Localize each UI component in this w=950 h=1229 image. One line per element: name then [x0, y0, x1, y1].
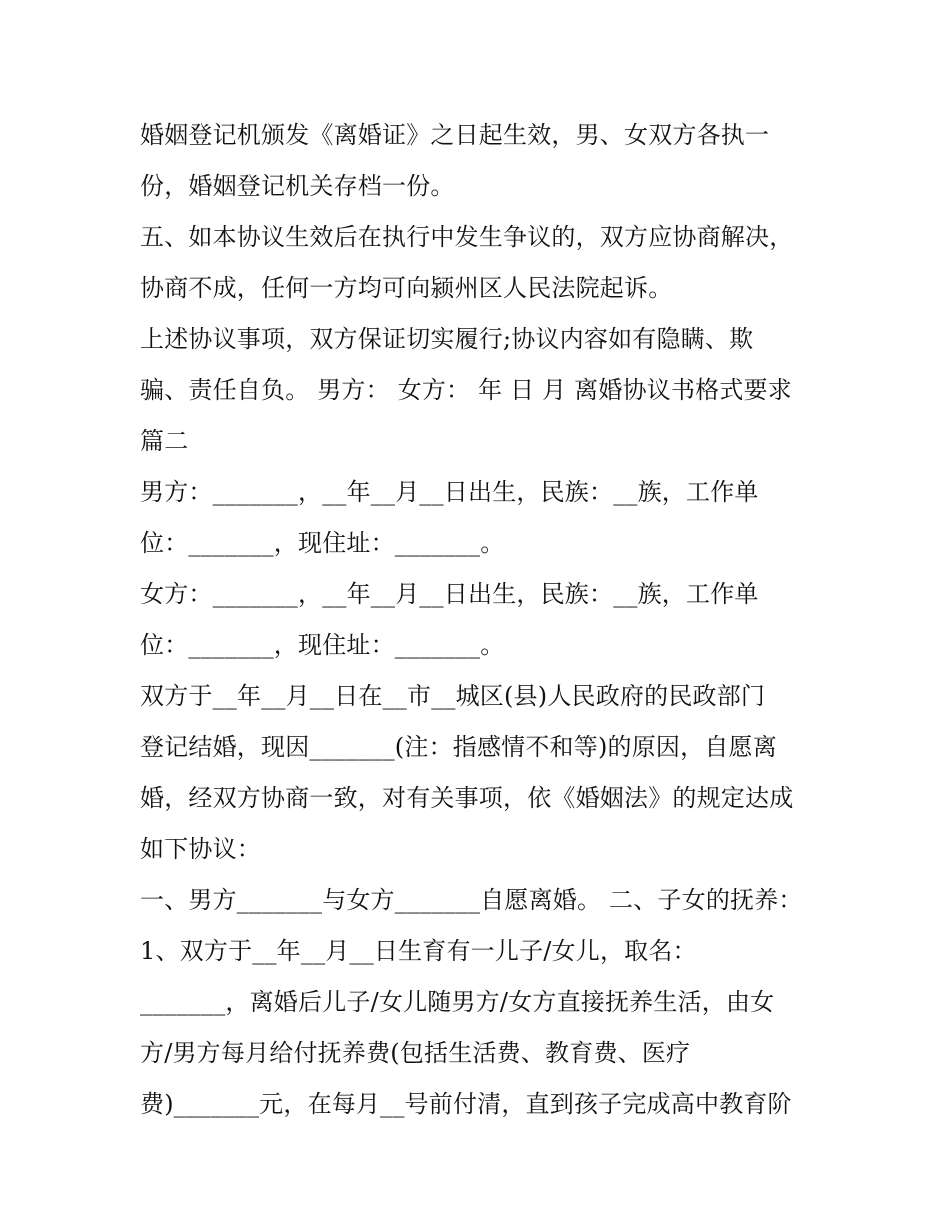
text-line: 婚姻登记机颁发《离婚证》之日起生效，男、女双方各执一: [140, 121, 770, 149]
text-line: 篇二: [140, 427, 189, 455]
text-line: 方/男方每月给付抚养费(包括生活费、教育费、医疗: [140, 1039, 691, 1067]
text-line: 一、男方_______与女方_______自愿离婚。 二、子女的抚养：: [140, 886, 803, 914]
text-line: 骗、责任自负。 男方： 女方： 年 日 月 离婚协议书格式要求: [140, 376, 792, 404]
text-line: 婚，经双方协商一致，对有关事项，依《婚姻法》的规定达成: [140, 784, 794, 812]
text-line: _______，离婚后儿子/女儿随男方/女方直接抚养生活，由女: [140, 988, 775, 1016]
text-line: 协商不成，任何一方均可向颍州区人民法院起诉。: [140, 274, 673, 302]
text-line: 费)_______元，在每月__号前付清，直到孩子完成高中教育阶: [140, 1090, 792, 1118]
text-line: 位：_______，现住址：_______。: [140, 631, 505, 659]
text-line: 五、如本协议生效后在执行中发生争议的，双方应协商解决，: [140, 223, 794, 251]
document-body: [140, 110, 830, 1130]
text-line: 如下协议：: [140, 835, 261, 863]
text-line: 1、双方于__年__月__日生育有一儿子/女儿，取名：: [140, 937, 697, 965]
text-line: 上述协议事项，双方保证切实履行;协议内容如有隐瞒、欺: [140, 325, 754, 353]
text-line: 份，婚姻登记机关存档一份。: [140, 172, 455, 200]
text-line: 登记结婚，现因_______(注：指感情不和等)的原因，自愿离: [140, 733, 777, 761]
text-line: 男方：_______，__年__月__日出生，民族：__族，工作单: [140, 478, 759, 506]
text-line: 女方：_______，__年__月__日出生，民族：__族，工作单: [140, 580, 759, 608]
text-line: 双方于__年__月__日在__市__城区(县)人民政府的民政部门: [140, 682, 766, 710]
text-line: 位：_______，现住址：_______。: [140, 529, 505, 557]
